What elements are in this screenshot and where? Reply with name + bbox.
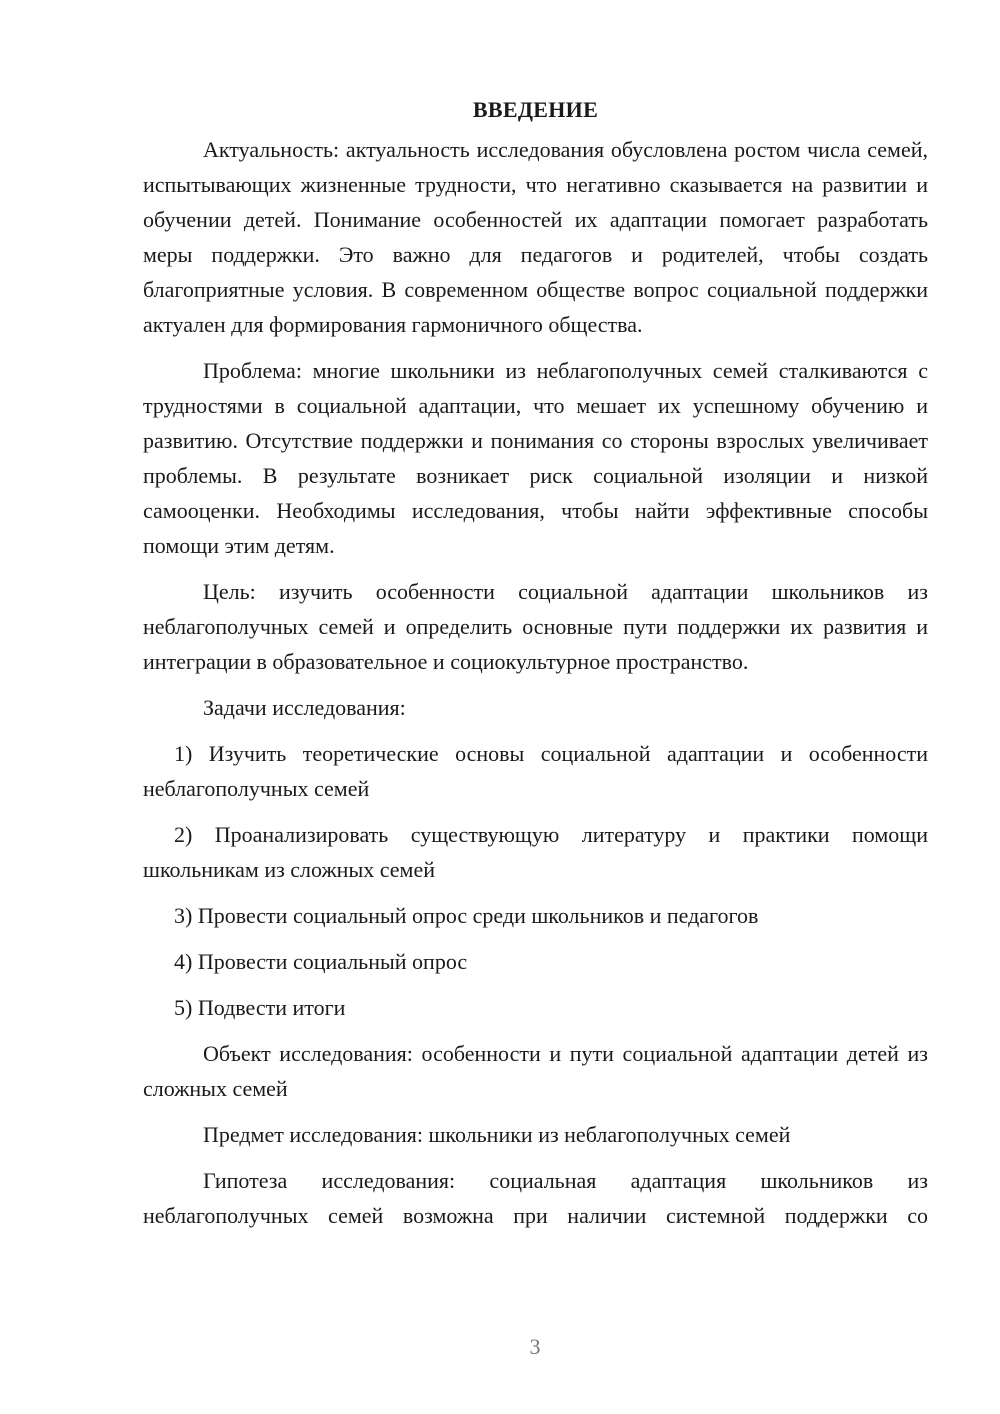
tasks-list xyxy=(143,736,928,1025)
paragraph-hypothesis: Гипотеза исследования: социальная адаптация школьников из неблагополучных семей возможна при наличии системной поддержки со xyxy=(143,1168,928,1228)
paragraph-subject: Предмет исследования: школьники из неблагополучных семей xyxy=(203,1122,791,1147)
list-item: 5) Подвести итоги xyxy=(174,995,346,1020)
list-item: 1) Изучить теоретические основы социальной адаптации и особенности неблагополучных семей xyxy=(143,741,928,801)
paragraph-object: Объект исследования: особенности и пути социальной адаптации детей из сложных семей xyxy=(143,1041,928,1101)
paragraph-problem: Проблема: многие школьники из неблагополучных семей сталкиваются с трудностями в социальной адаптации, что мешает их успешному обучению и развитию. Отсутствие поддержки и понимания со стороны взрослых увеличивает проблемы. В результате возникает риск социальной изоляции и низкой самооценки. Необходимы исследования, чтобы найти эффективные способы помощи этим детям. xyxy=(143,358,928,558)
paragraph-goal: Цель: изучить особенности социальной адаптации школьников из неблагополучных семей и определить основные пути поддержки их развития и интеграции в образовательное и социокультурное пространство. xyxy=(143,579,928,674)
list-item: 2) Проанализировать существующую литературу и практики помощи школьникам из сложных семей xyxy=(143,822,928,882)
paragraph-relevance: Актуальность: актуальность исследования обусловлена ростом числа семей, испытывающих жизненные трудности, что негативно сказывается на развитии и обучении детей. Понимание особенностей их адаптации помогает разработать меры поддержки. Это важно для педагогов и родителей, чтобы создать благоприятные условия. В современном обществе вопрос социальной поддержки актуален для формирования гармоничного общества. xyxy=(143,137,928,337)
list-item: 4) Провести социальный опрос xyxy=(174,949,468,974)
section-heading: ВВЕДЕНИЕ xyxy=(472,97,599,122)
page-number: 3 xyxy=(529,1334,541,1359)
list-item: 3) Провести социальный опрос среди школьников и педагогов xyxy=(174,903,759,928)
tasks-title: Задачи исследования: xyxy=(203,695,406,720)
page-content xyxy=(143,92,928,1244)
